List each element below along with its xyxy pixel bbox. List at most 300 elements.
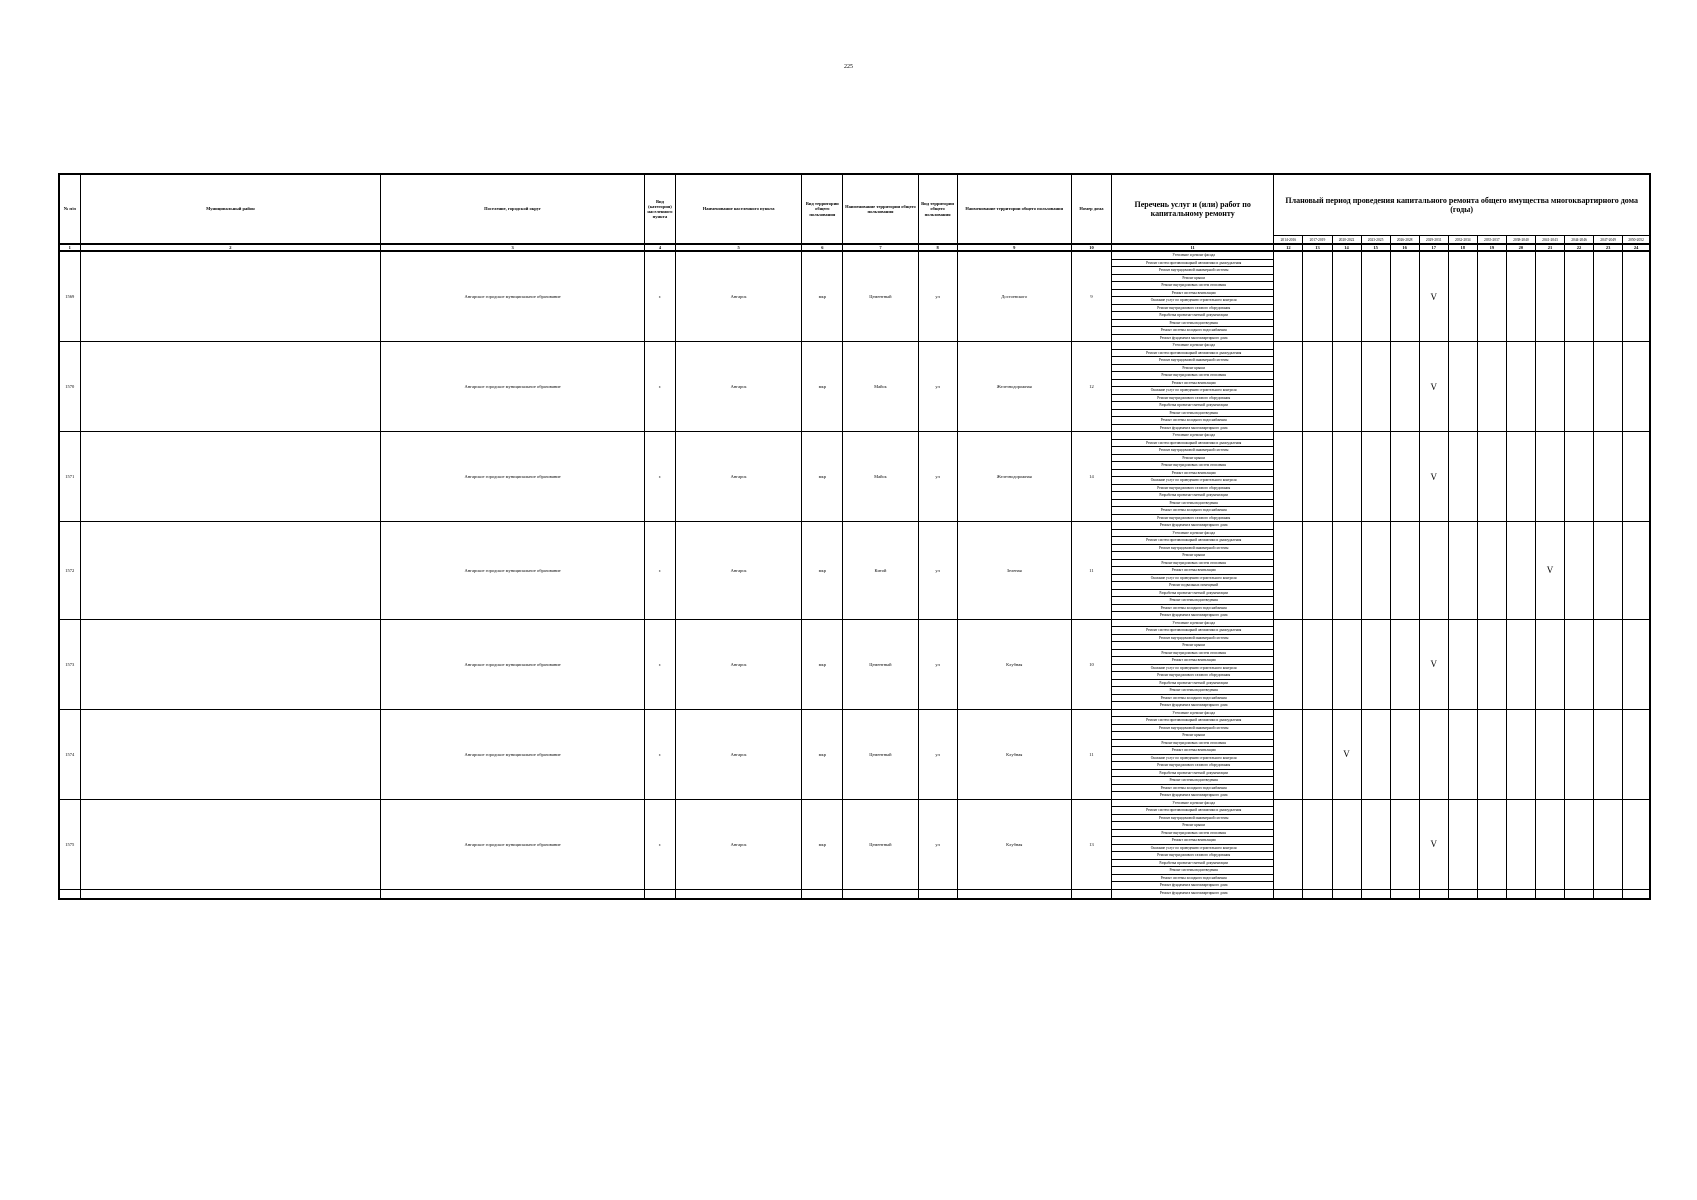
work-item: Разработка проектно-сметной документации (1112, 590, 1273, 598)
column-number: 3 (381, 244, 645, 251)
locality-name: Ангарск (675, 342, 801, 432)
work-item: Ремонт внутридомовых систем отопления (1112, 462, 1273, 470)
column-number: 11 (1111, 244, 1273, 251)
work-item: Ремонт внутридомовой инженерной системы (1112, 447, 1273, 455)
period-cell (1274, 432, 1303, 522)
work-item: Ремонт системы холодного водоснабжения (1112, 695, 1273, 703)
period-cell (1506, 251, 1535, 342)
works-list (1111, 522, 1273, 620)
column-number: 18 (1448, 244, 1477, 251)
period-cell (1535, 251, 1564, 342)
empty-cell (1274, 889, 1303, 899)
period-cell (1477, 709, 1506, 799)
period-cell (1477, 251, 1506, 342)
period-cell (1274, 799, 1303, 889)
settlement-type: г. (644, 342, 675, 432)
territory-type: мкр (802, 709, 843, 799)
street-name: Железнодорожная (957, 432, 1071, 522)
locality-name: Ангарск (675, 251, 801, 342)
column-number: 1 (59, 244, 80, 251)
territory-name: Цементный (843, 709, 918, 799)
works-list (1111, 342, 1273, 432)
house-number: 11 (1071, 522, 1111, 620)
header-num: № п/п (59, 174, 80, 244)
period-cell (1390, 432, 1419, 522)
empty-cell (1506, 889, 1535, 899)
work-item: Ремонт системы вентиляции (1112, 290, 1273, 298)
column-number: 16 (1390, 244, 1419, 251)
work-item: Ремонт системы водоотведения (1112, 597, 1273, 605)
period-cell (1303, 799, 1332, 889)
period-cell (1565, 342, 1594, 432)
period-cell (1594, 522, 1623, 620)
period-cell (1361, 251, 1390, 342)
works-list (1111, 619, 1273, 709)
period-cell (1506, 709, 1535, 799)
settlement-type: г. (644, 799, 675, 889)
period-cell (1594, 619, 1623, 709)
work-item: Ремонт крыши (1112, 822, 1273, 830)
settlement-name: Ангарское городское муниципальное образование (381, 799, 645, 889)
table-row (59, 709, 1650, 799)
territory-type: мкр (802, 342, 843, 432)
locality-name: Ангарск (675, 619, 801, 709)
work-item: Оказание услуг по проведению строительного контроля (1112, 845, 1273, 853)
period-cell (1361, 342, 1390, 432)
column-number: 21 (1535, 244, 1564, 251)
period-cell (1477, 432, 1506, 522)
work-item: Разработка проектно-сметной документации (1112, 770, 1273, 778)
year-header: 2026-2028 (1390, 236, 1419, 245)
period-cell (1361, 619, 1390, 709)
column-number: 14 (1332, 244, 1361, 251)
work-item: Ремонт внутридомовых систем отопления (1112, 560, 1273, 568)
column-number: 19 (1477, 244, 1506, 251)
empty-cell (59, 889, 80, 899)
period-cell (1390, 799, 1419, 889)
table-body (59, 251, 1650, 899)
empty-cell (381, 889, 645, 899)
period-cell (1623, 619, 1650, 709)
year-header: 2020-2022 (1332, 236, 1361, 245)
empty-cell (1594, 889, 1623, 899)
house-number: 14 (1071, 432, 1111, 522)
house-number: 13 (1071, 799, 1111, 889)
header-plan-period: Плановый период проведения капитального ремонта общего имущества многоквартирного дома (годы) (1274, 174, 1650, 236)
period-cell (1477, 799, 1506, 889)
period-cell (1565, 619, 1594, 709)
empty-cell (1071, 889, 1111, 899)
work-item: Ремонт системы вентиляции (1112, 567, 1273, 575)
empty-cell (1565, 889, 1594, 899)
work-item: Ремонт системы водоотведения (1112, 687, 1273, 695)
settlement-type: г. (644, 709, 675, 799)
territory-type: мкр (802, 432, 843, 522)
empty-cell (918, 889, 957, 899)
works-list (1111, 889, 1273, 899)
column-number: 7 (843, 244, 918, 251)
period-cell (1535, 709, 1564, 799)
work-item: Ремонт внутридомовой инженерной системы (1112, 357, 1273, 365)
period-cell (1506, 799, 1535, 889)
period-cell (1623, 709, 1650, 799)
work-item: Ремонт системы водоотведения (1112, 320, 1273, 328)
period-cell (1303, 709, 1332, 799)
work-item: Ремонт внутридомовой инженерной системы (1112, 815, 1273, 823)
period-cell (1303, 251, 1332, 342)
street-type: ул (918, 522, 957, 620)
house-number: 11 (1071, 709, 1111, 799)
work-item: Ремонт фундамента многоквартирного дома (1159, 883, 1228, 887)
municipal-district (80, 522, 381, 620)
period-cell (1594, 709, 1623, 799)
work-item: Ремонт фундамента многоквартирного дома (1159, 335, 1228, 340)
settlement-type: г. (644, 619, 675, 709)
work-item: Ремонт внутридомового газового оборудования (1112, 395, 1273, 403)
work-item: Ремонт системы водоотведения (1112, 410, 1273, 418)
table-row (59, 342, 1650, 432)
year-header: 2038-2040 (1506, 236, 1535, 245)
period-cell (1594, 251, 1623, 342)
header-street-type: Вид территории общего пользования (918, 174, 957, 244)
period-cell (1390, 709, 1419, 799)
header-street-name: Наименование территории общего пользования (957, 174, 1071, 244)
period-cell (1419, 709, 1448, 799)
work-item: Ремонт внутридомовых систем отопления (1112, 282, 1273, 290)
year-header: 2047-2049 (1594, 236, 1623, 245)
work-item: Ремонт систем противопожарной автоматики и дымоудаления (1112, 807, 1273, 815)
work-item: Ремонт внутридомовой инженерной системы (1112, 725, 1273, 733)
empty-cell (1477, 889, 1506, 899)
period-cell (1274, 522, 1303, 620)
year-header: 2014-2016 (1274, 236, 1303, 245)
table-row (59, 522, 1650, 620)
period-cell (1477, 619, 1506, 709)
work-item: Ремонт систем противопожарной автоматики и дымоудаления (1112, 260, 1273, 268)
period-cell (1361, 432, 1390, 522)
row-number: 1571 (59, 432, 80, 522)
work-item: Утепление и ремонт фасада (1112, 252, 1273, 260)
work-item: Ремонт фундамента многоквартирного дома (1159, 703, 1228, 707)
row-number: 1570 (59, 342, 80, 432)
period-cell (1390, 522, 1419, 620)
table-row (59, 432, 1650, 522)
street-name: Достоевского (957, 251, 1071, 342)
column-number: 17 (1419, 244, 1448, 251)
empty-cell (675, 889, 801, 899)
territory-type: мкр (802, 619, 843, 709)
work-item: Ремонт внутридомового газового оборудования (1112, 305, 1273, 313)
year-header: 2029-2031 (1419, 236, 1448, 245)
column-number: 6 (802, 244, 843, 251)
column-number: 24 (1623, 244, 1650, 251)
period-cell (1565, 799, 1594, 889)
work-item: Ремонт внутридомового газового оборудования (1112, 852, 1273, 860)
period-cell (1565, 522, 1594, 620)
work-item: Ремонт системы вентиляции (1112, 380, 1273, 388)
empty-cell (957, 889, 1071, 899)
period-cell (1303, 432, 1332, 522)
work-item: Ремонт крыши (1112, 365, 1273, 373)
period-cell (1448, 251, 1477, 342)
work-item: Ремонт систем противопожарной автоматики и дымоудаления (1112, 627, 1273, 635)
table-row (59, 619, 1650, 709)
period-mark: V (1419, 342, 1448, 432)
work-item: Ремонт фундамента многоквартирного дома (1112, 522, 1273, 530)
year-header: 2017-2019 (1303, 236, 1332, 245)
street-name: Железнодорожная (957, 342, 1071, 432)
work-item: Оказание услуг по проведению строительного контроля (1112, 755, 1273, 763)
row-number: 1572 (59, 522, 80, 620)
work-item: Ремонт крыши (1112, 275, 1273, 283)
column-number: 22 (1565, 244, 1594, 251)
works-list (1111, 799, 1273, 889)
period-cell (1361, 709, 1390, 799)
work-item: Ремонт фундамента многоквартирного дома (1159, 613, 1228, 617)
period-cell (1565, 432, 1594, 522)
work-item: Оказание услуг по проведению строительного контроля (1112, 575, 1273, 583)
period-cell (1274, 251, 1303, 342)
period-cell (1390, 342, 1419, 432)
period-cell (1361, 799, 1390, 889)
column-number: 9 (957, 244, 1071, 251)
work-item: Утепление и ремонт фасада (1112, 800, 1273, 808)
work-item: Ремонт систем противопожарной автоматики и дымоудаления (1112, 440, 1273, 448)
period-cell (1594, 432, 1623, 522)
year-header: 2044-2046 (1565, 236, 1594, 245)
locality-name: Ангарск (675, 432, 801, 522)
empty-cell (1390, 889, 1419, 899)
work-item: Ремонт крыши (1112, 455, 1273, 463)
work-item: Ремонт внутридомовой инженерной системы (1112, 635, 1273, 643)
work-item: Ремонт системы холодного водоснабжения (1112, 875, 1273, 883)
column-numbers-row (59, 244, 1650, 251)
year-header: 2041-2043 (1535, 236, 1564, 245)
period-cell (1535, 619, 1564, 709)
municipal-district (80, 342, 381, 432)
partial-row (59, 889, 1650, 899)
period-cell (1448, 619, 1477, 709)
settlement-name: Ангарское городское муниципальное образование (381, 522, 645, 620)
header-settlement-name: Наименование населенного пункта (675, 174, 801, 244)
column-number: 8 (918, 244, 957, 251)
header-municipal-district: Муниципальный район (80, 174, 381, 244)
work-item: Ремонт крыши (1112, 642, 1273, 650)
period-mark: V (1419, 619, 1448, 709)
period-cell (1477, 342, 1506, 432)
works-list (1111, 432, 1273, 522)
period-cell (1535, 799, 1564, 889)
work-item: Утепление и ремонт фасада (1112, 710, 1273, 718)
empty-cell (1419, 889, 1448, 899)
work-item: Ремонт системы холодного водоснабжения (1112, 507, 1273, 515)
period-mark: V (1332, 709, 1361, 799)
work-item: Ремонт внутридомовых систем отопления (1112, 372, 1273, 380)
column-number: 23 (1594, 244, 1623, 251)
work-item: Ремонт внутридомовой инженерной системы (1112, 545, 1273, 553)
territory-name: Цементный (843, 619, 918, 709)
municipal-district (80, 799, 381, 889)
territory-type: мкр (802, 522, 843, 620)
work-item: Ремонт внутридомового газового оборудования (1112, 672, 1273, 680)
header-settlement: Поселение, городской округ (381, 174, 645, 244)
empty-cell (644, 889, 675, 899)
empty-cell (1332, 889, 1361, 899)
row-number: 1574 (59, 709, 80, 799)
empty-cell (80, 889, 381, 899)
period-cell (1274, 619, 1303, 709)
house-number: 9 (1071, 251, 1111, 342)
period-cell (1361, 522, 1390, 620)
work-item: Ремонт систем противопожарной автоматики и дымоудаления (1112, 350, 1273, 358)
work-item: Оказание услуг по проведению строительного контроля (1112, 477, 1273, 485)
period-cell (1332, 619, 1361, 709)
territory-name: Цементный (843, 251, 918, 342)
settlement-name: Ангарское городское муниципальное образование (381, 342, 645, 432)
municipal-district (80, 432, 381, 522)
column-number: 13 (1303, 244, 1332, 251)
column-number: 4 (644, 244, 675, 251)
header-row (59, 174, 1650, 236)
street-name: Клубная (957, 709, 1071, 799)
work-item: Утепление и ремонт фасада (1112, 530, 1273, 538)
work-item: Разработка проектно-сметной документации (1112, 492, 1273, 500)
work-item: Ремонт крыши (1112, 732, 1273, 740)
locality-name: Ангарск (675, 522, 801, 620)
house-number: 12 (1071, 342, 1111, 432)
column-number: 12 (1274, 244, 1303, 251)
territory-name: Цементный (843, 799, 918, 889)
capital-repair-table (58, 173, 1651, 900)
work-item: Ремонт системы вентиляции (1112, 657, 1273, 665)
year-header: 2035-2037 (1477, 236, 1506, 245)
street-name: Клубная (957, 799, 1071, 889)
work-item: Оказание услуг по проведению строительного контроля (1112, 297, 1273, 305)
empty-cell (1303, 889, 1332, 899)
period-cell (1535, 432, 1564, 522)
period-cell (1332, 799, 1361, 889)
period-cell (1448, 432, 1477, 522)
empty-cell (1623, 889, 1650, 899)
year-header: 2032-2034 (1448, 236, 1477, 245)
period-mark: V (1535, 522, 1564, 620)
settlement-name: Ангарское городское муниципальное образование (381, 709, 645, 799)
period-cell (1448, 342, 1477, 432)
locality-name: Ангарск (675, 799, 801, 889)
work-item: Ремонт системы холодного водоснабжения (1112, 417, 1273, 425)
work-item: Ремонт внутридомового газового оборудования (1157, 515, 1231, 520)
work-item: Ремонт внутридомовых систем отопления (1112, 740, 1273, 748)
empty-cell (1448, 889, 1477, 899)
empty-cell (1535, 889, 1564, 899)
work-item: Разработка проектно-сметной документации (1112, 860, 1273, 868)
work-item: Ремонт крыши (1112, 552, 1273, 560)
period-cell (1506, 619, 1535, 709)
period-cell (1448, 709, 1477, 799)
work-item: Ремонт внутридомового газового оборудования (1112, 762, 1273, 770)
period-cell (1390, 619, 1419, 709)
year-header: 2050-2052 (1623, 236, 1650, 245)
street-type: ул (918, 709, 957, 799)
period-cell (1535, 342, 1564, 432)
column-number: 5 (675, 244, 801, 251)
empty-cell (1361, 889, 1390, 899)
work-item: Разработка проектно-сметной документации (1112, 402, 1273, 410)
settlement-type: г. (644, 251, 675, 342)
settlement-name: Ангарское городское муниципальное образование (381, 432, 645, 522)
row-number: 1575 (59, 799, 80, 889)
street-type: ул (918, 619, 957, 709)
settlement-type: г. (644, 432, 675, 522)
work-item: Утепление и ремонт фасада (1112, 620, 1273, 628)
work-item: Ремонт системы холодного водоснабжения (1112, 785, 1273, 793)
header-territory-type: Вид территории общего пользования (802, 174, 843, 244)
work-item: Ремонт системы вентиляции (1112, 747, 1273, 755)
period-cell (1565, 251, 1594, 342)
period-mark: V (1419, 251, 1448, 342)
year-header: 2023-2025 (1361, 236, 1390, 245)
territory-name: Китой (843, 522, 918, 620)
settlement-type: г. (644, 522, 675, 620)
work-item: Ремонт внутридомового газового оборудования (1112, 485, 1273, 493)
street-type: ул (918, 432, 957, 522)
column-number: 20 (1506, 244, 1535, 251)
period-cell (1623, 432, 1650, 522)
street-type: ул (918, 342, 957, 432)
work-item: Ремонт фундамента многоквартирного дома (1159, 891, 1228, 896)
settlement-name: Ангарское городское муниципальное образование (381, 619, 645, 709)
empty-cell (802, 889, 843, 899)
period-cell (1390, 251, 1419, 342)
period-cell (1623, 251, 1650, 342)
header-works: Перечень услуг и (или) работ по капитальному ремонту (1111, 174, 1273, 244)
period-cell (1594, 799, 1623, 889)
work-item: Ремонт внутридомовой инженерной системы (1112, 267, 1273, 275)
column-number: 10 (1071, 244, 1111, 251)
work-item: Оказание услуг по проведению строительного контроля (1112, 387, 1273, 395)
period-cell (1332, 251, 1361, 342)
period-cell (1594, 342, 1623, 432)
period-cell (1448, 799, 1477, 889)
work-item: Утепление и ремонт фасада (1112, 432, 1273, 440)
period-cell (1332, 342, 1361, 432)
row-number: 1573 (59, 619, 80, 709)
header-territory-name: Наименование территории общего пользования (843, 174, 918, 244)
period-cell (1448, 522, 1477, 620)
work-item: Ремонт фундамента многоквартирного дома (1159, 425, 1228, 430)
work-item: Ремонт системы водоотведения (1112, 777, 1273, 785)
period-cell (1623, 342, 1650, 432)
works-list (1111, 251, 1273, 342)
street-name: Клубная (957, 619, 1071, 709)
period-cell (1332, 432, 1361, 522)
street-name: Зеленая (957, 522, 1071, 620)
work-item: Ремонт систем противопожарной автоматики и дымоудаления (1112, 537, 1273, 545)
period-cell (1274, 342, 1303, 432)
period-cell (1303, 522, 1332, 620)
period-cell (1303, 619, 1332, 709)
work-item: Разработка проектно-сметной документации (1112, 312, 1273, 320)
municipal-district (80, 251, 381, 342)
territory-type: мкр (802, 799, 843, 889)
work-item: Ремонт внутридомовых систем отопления (1112, 830, 1273, 838)
period-cell (1274, 709, 1303, 799)
period-cell (1506, 432, 1535, 522)
work-item: Ремонт внутридомовых систем отопления (1112, 650, 1273, 658)
work-item: Утепление и ремонт фасада (1112, 342, 1273, 350)
row-number: 1569 (59, 251, 80, 342)
table-row (59, 251, 1650, 342)
